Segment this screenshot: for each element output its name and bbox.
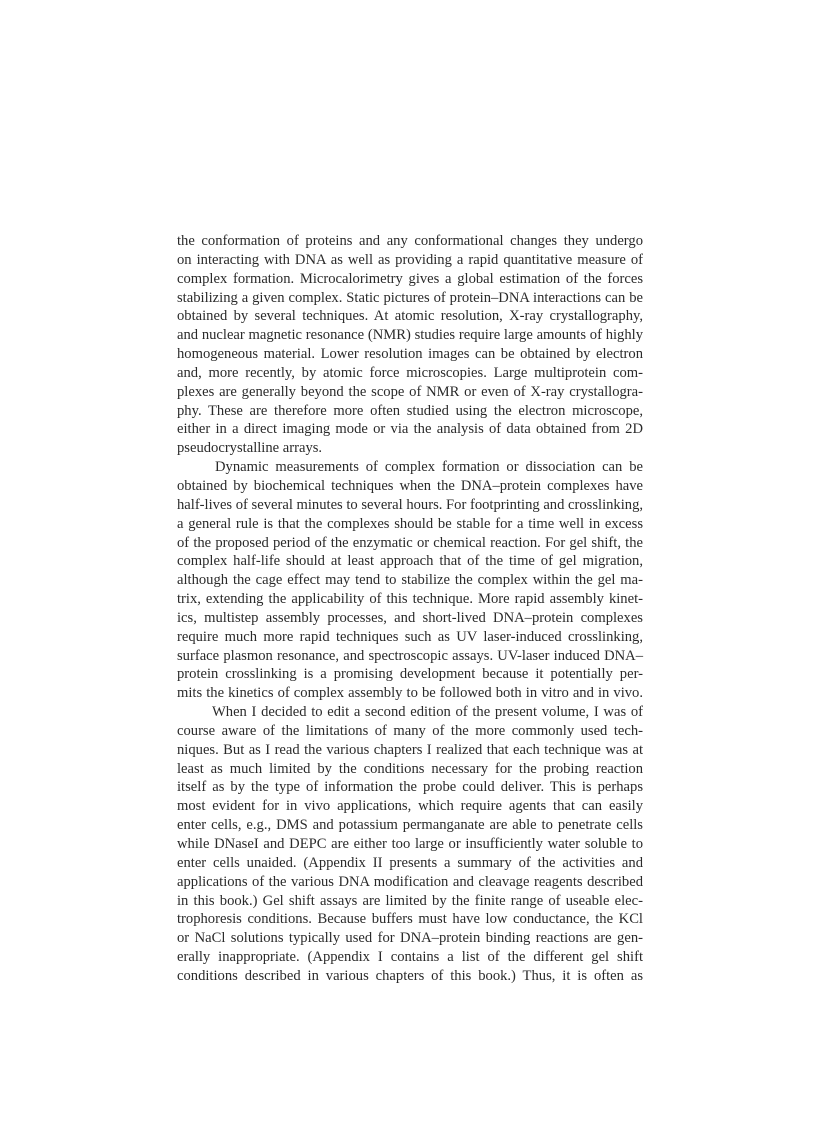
- text-line: itself as by the type of information the probe could deliver. This is perhaps: [177, 779, 643, 796]
- text-line: in this book.) Gel shift assays are limited by the finite range of useable elec-: [177, 892, 643, 909]
- text-line: niques. But as I read the various chapters I realized that each technique was at: [177, 741, 643, 758]
- text-line: phy. These are therefore more often studied using the electron microscope,: [177, 402, 643, 419]
- text-line: complex half-life should at least approach that of the time of gel migration,: [177, 553, 643, 570]
- paragraph-3: [177, 703, 643, 986]
- paragraph-1: [177, 232, 643, 458]
- text-line: enter cells, e.g., DMS and potassium permanganate are able to penetrate cells: [177, 817, 643, 834]
- text-line: stabilizing a given complex. Static pictures of protein–DNA interactions can be: [177, 289, 643, 306]
- text-line: of the proposed period of the enzymatic or chemical reaction. For gel shift, the: [177, 534, 643, 551]
- text-line: and nuclear magnetic resonance (NMR) studies require large amounts of highly: [177, 327, 643, 344]
- text-line: half-lives of several minutes to several hours. For footprinting and crosslinking,: [177, 496, 644, 513]
- text-line: Dynamic measurements of complex formation or dissociation can be: [215, 459, 643, 476]
- text-line: plexes are generally beyond the scope of NMR or even of X-ray crystallogra-: [177, 383, 643, 400]
- text-line: a general rule is that the complexes should be stable for a time well in excess: [177, 515, 643, 532]
- text-line: least as much limited by the conditions necessary for the probing reaction: [177, 760, 643, 777]
- text-line: and, more recently, by atomic force microscopies. Large multiprotein com-: [177, 364, 643, 381]
- text-line: surface plasmon resonance, and spectroscopic assays. UV-laser induced DNA–: [177, 647, 643, 664]
- text-line: conditions described in various chapters of this book.) Thus, it is often as: [177, 967, 643, 984]
- text-line: obtained by biochemical techniques when the DNA–protein complexes have: [177, 477, 643, 494]
- text-line: complex formation. Microcalorimetry gives a global estimation of the forces: [177, 270, 643, 287]
- text-line: trophoresis conditions. Because buffers must have low conductance, the KCl: [177, 911, 643, 928]
- text-line: on interacting with DNA as well as providing a rapid quantitative measure of: [177, 251, 643, 268]
- text-line: ics, multistep assembly processes, and short-lived DNA–protein complexes: [177, 609, 643, 626]
- text-line: applications of the various DNA modification and cleavage reagents described: [177, 873, 643, 890]
- text-line: either in a direct imaging mode or via the analysis of data obtained from 2D: [177, 421, 643, 438]
- text-line: course aware of the limitations of many of the more commonly used tech-: [177, 722, 643, 739]
- text-line: the conformation of proteins and any conformational changes they undergo: [177, 233, 643, 249]
- text-line: require much more rapid techniques such as UV laser-induced crosslinking,: [177, 628, 643, 645]
- text-line: obtained by several techniques. At atomic resolution, X-ray crystallography,: [177, 308, 643, 325]
- paragraph-2: [177, 458, 643, 703]
- text-line: mits the kinetics of complex assembly to be followed both in vitro and in vivo.: [177, 685, 643, 702]
- text-line: homogeneous material. Lower resolution images can be obtained by electron: [177, 346, 643, 363]
- text-line: protein crosslinking is a promising development because it potentially per-: [177, 666, 643, 683]
- text-line: trix, extending the applicability of this technique. More rapid assembly kinet-: [177, 591, 643, 608]
- text-line: pseudocrystalline arrays.: [177, 440, 323, 457]
- body-text: [177, 232, 643, 986]
- text-line: When I decided to edit a second edition of the present volume, I was of: [212, 704, 643, 721]
- text-line: enter cells unaided. (Appendix II presents a summary of the activities and: [177, 854, 643, 871]
- text-line: although the cage effect may tend to stabilize the complex within the gel ma-: [177, 572, 643, 589]
- text-line: or NaCl solutions typically used for DNA–protein binding reactions are gen-: [177, 930, 643, 947]
- text-line: most evident for in vivo applications, which require agents that can easily: [177, 798, 643, 815]
- text-line: while DNaseI and DEPC are either too large or insufficiently water soluble to: [177, 836, 643, 852]
- text-line: erally inappropriate. (Appendix I contains a list of the different gel shift: [177, 949, 643, 966]
